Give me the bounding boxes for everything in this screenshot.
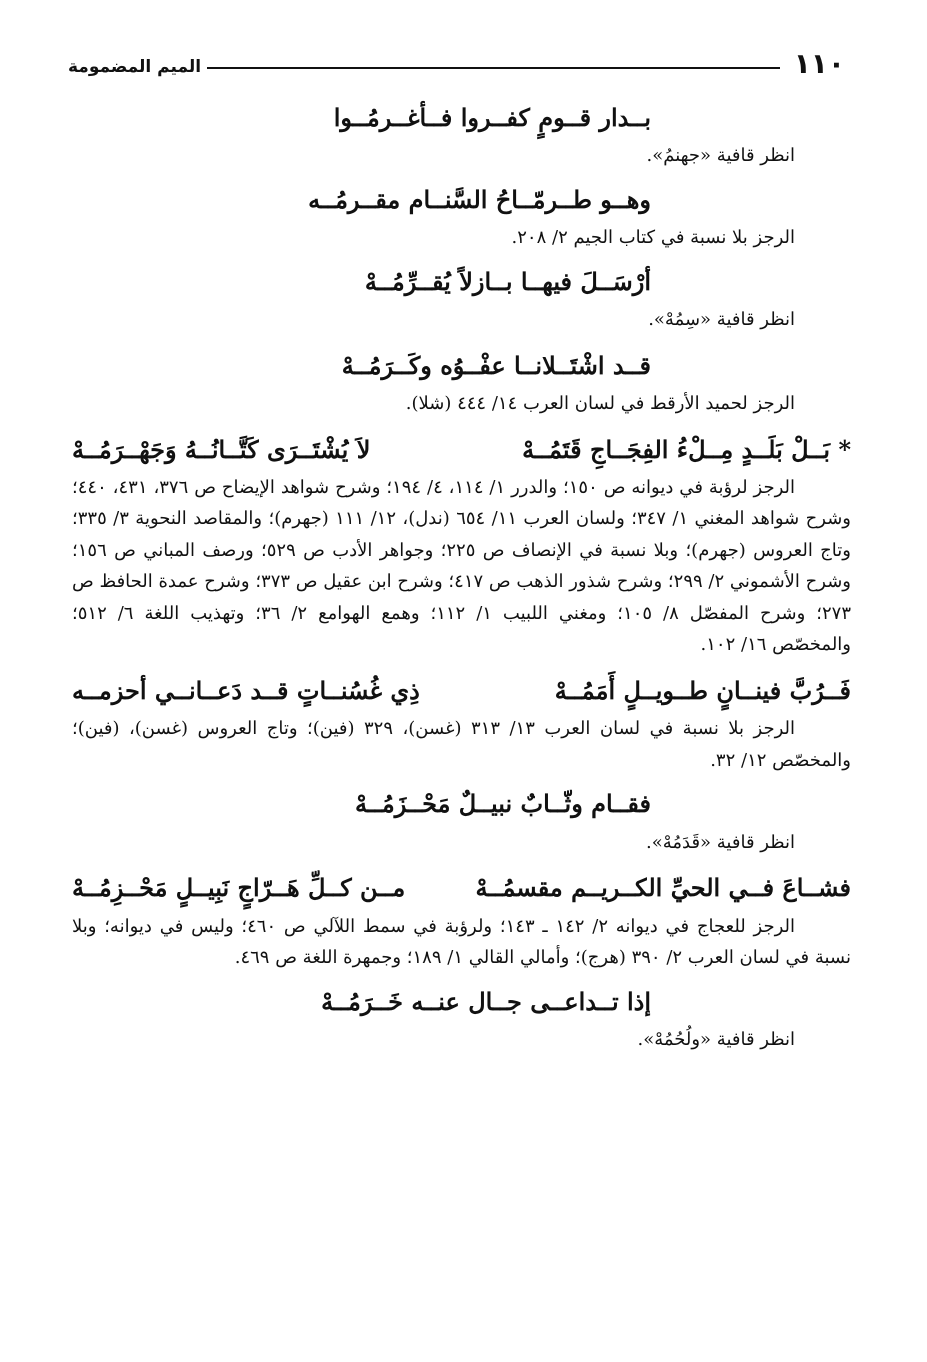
verse-couplet — [72, 675, 851, 707]
entry — [72, 675, 851, 776]
entry — [72, 184, 851, 254]
verse-first-hemistich: فشــاعَ فــي الحيِّ الكــريــم مقسمُــهْ — [475, 873, 851, 903]
source-note: الرجز لرؤبة في ديوانه ص ١٥٠؛ والدرر ١/ ١١٤، ٤/ ١٩٤؛ وشرح شواهد الإيضاح ص ٣٧٦، ٤٣١، ٤٤٠؛ وشرح شواهد المغني ١/ ٣٤٧؛ ولسان العرب ١١/ ٦٥٤ (ندل)، ١٢/ ١١١ (جهرم)؛ والمقاصد النحوية ٣/ ٣٣٥؛ وتاج العروس (جهرم)؛ وبلا نسبة في الإنصاف ص ٢٢٥؛ وجواهر الأدب ص ٥٢٩؛ ورصف المباني ص ١٥٦؛ وشرح الأشموني ٢/ ٢٩٩؛ وشرح شذور الذهب ص ٤١٧؛ وشرح ابن عقيل ص ٣٧٣؛ وشرح عمدة الحافظ ص ٢٧٣؛ وشرح المفصّل ٨/ ١٠٥؛ ومغني اللبيب ١/ ١١٢؛ وهمع الهوامع ٢/ ٣٦؛ وتهذيب اللغة ٦/ ٥١٢؛ والمخصّص ١٦/ ١٠٢. — [72, 476, 851, 656]
verse-first-hemistich: فَــرُبَّ فينــانٍ طــويــلٍ أَمَمُــهْ — [554, 675, 851, 705]
source-note: الرجز للعجاج في ديوانه ٢/ ١٤٢ ـ ١٤٣؛ ولرؤبة في سمط اللآلي ص ٤٦٠؛ وليس في ديوانه؛ وبلا نسبة في لسان العرب ٢/ ٣٩٠ (هرج)؛ وأمالي القالي ١/ ١٨٩؛ وجمهرة اللغة ص ٤٦٩. — [72, 915, 851, 969]
verse-second-hemistich: لاَ يُشْتَــرَى كَتَّــانُــهُ وَجَهْــرَمُــهْ — [72, 434, 371, 464]
page-number: ١١٠ — [793, 47, 845, 80]
verse-line: وهــو طــرمّــاحُ السَّنــام مقــرمُــه — [308, 184, 651, 214]
header-rule — [207, 67, 780, 69]
source-note: الرجز لحميد الأرقط في لسان العرب ١٤/ ٤٤٤ (شلا). — [405, 393, 795, 415]
source-note: انظر قافية «سِمُهْ». — [648, 309, 795, 331]
page-body — [72, 92, 851, 1056]
source-note: انظر قافية «قَدَمُهْ». — [645, 831, 795, 853]
entry — [72, 102, 851, 172]
source-note: انظر قافية «جهنمُ». — [646, 145, 795, 167]
verse-couplet — [72, 872, 851, 904]
entry — [72, 872, 851, 973]
entry — [72, 788, 851, 858]
verse-couplet — [72, 434, 851, 466]
verse-line: بــدار قــومٍ كفــروا فــأغــرمُــوا — [333, 103, 651, 132]
verse-line: فقــام وثّــابٌ نبيــلٌ مَحْــزَمُــهْ — [355, 789, 651, 819]
verse-second-hemistich: ذِي غُسُنــاتٍ قــد دَعــانــي أحزمــه — [72, 675, 420, 705]
source-note: الرجز بلا نسبة في لسان العرب ١٣/ ٣١٣ (غسن)، ٣٢٩ (فين)؛ وتاج العروس (غسن)، (فين)؛ والمخصّص ١٢/ ٣٢. — [72, 718, 851, 771]
verse-first-hemistich: * بَــلْ بَلَــدٍ مِــلْءُ الفِجَــاجِ قَتَمُــهْ — [522, 434, 851, 464]
entry — [72, 986, 851, 1056]
source-note: الرجز بلا نسبة في كتاب الجيم ٢/ ٢٠٨. — [511, 227, 795, 249]
verse-line: قــد اشْتَــلانــا عفْــوُه وكَــرَمُــهْ — [341, 350, 651, 380]
entry — [72, 350, 851, 420]
source-note: انظر قافية «ولُحُمُهْ». — [637, 1029, 795, 1051]
verse-line: إذا تــداعــى جــال عنــه خَــرَمُــهْ — [321, 986, 651, 1016]
entry — [72, 434, 851, 661]
verse-line: أرْسَــلَ فيهــا بــازلاً يُقــرِّمُــهْ — [364, 266, 651, 296]
verse-second-hemistich: مــن كــلِّ هَــرّاجٍ نَبِيــلٍ مَحْــزِمُــهْ — [72, 873, 406, 903]
page-header — [68, 38, 845, 78]
running-title: الميم المضمومة — [68, 57, 202, 77]
entry — [72, 266, 851, 336]
